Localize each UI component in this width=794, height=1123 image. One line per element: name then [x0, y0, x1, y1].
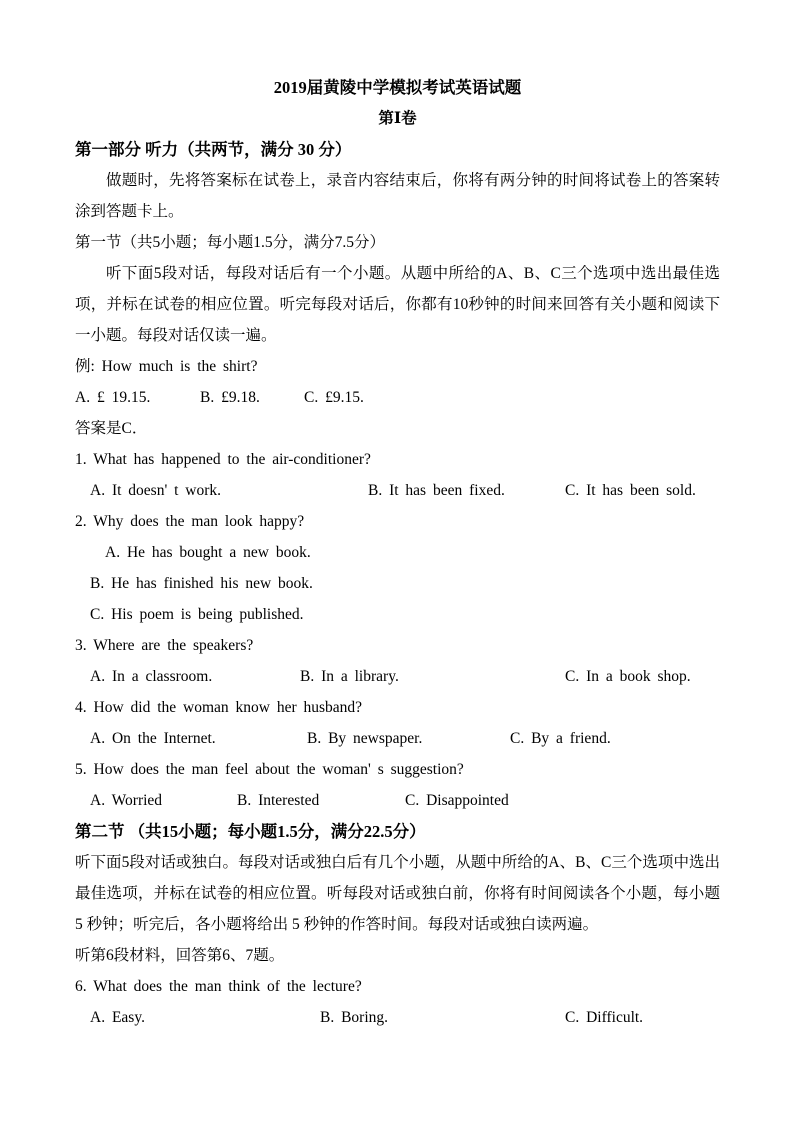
option-a: A. It doesn' t work.	[90, 482, 222, 499]
question-5-options	[75, 785, 720, 816]
section1-instructions: 听下面5段对话，每段对话后有一个小题。从题中所给的A、B、C三个选项中选出最佳选项，并标在试卷的相应位置。听完每段对话后，你都有10秒钟的时间来回答有关小题和阅读下一小题。每段对话仅读一遍。	[75, 265, 720, 344]
option-c: C. Difficult.	[565, 1009, 644, 1026]
question-2-text: 2. Why does the man look happy?	[75, 513, 305, 530]
section2-heading: 第二节 （共15小题；每小题1.5分，满分22.5分）	[75, 822, 426, 841]
option-a: A. Easy.	[90, 1009, 145, 1026]
option-b: B. By newspaper.	[307, 730, 423, 747]
example-answer: 答案是C．	[75, 420, 148, 437]
option-c: C. In a book shop.	[565, 668, 691, 685]
option-c: C. It has been sold.	[565, 482, 696, 499]
part1-note: 做题时，先将答案标在试卷上，录音内容结束后，你将有两分钟的时间将试卷上的答案转涂到答题卡上。	[75, 172, 720, 220]
option-c: C. By a friend.	[510, 730, 611, 747]
option-a: A. £ 19.15.	[75, 389, 151, 406]
question-4-options	[75, 723, 720, 754]
question-2-option-b: B. He has finished his new book.	[90, 575, 313, 592]
question-4-text: 4. How did the woman know her husband?	[75, 699, 363, 716]
option-b: B. £9.18.	[200, 389, 260, 406]
option-a: A. Worried	[90, 792, 163, 809]
section2-material-note: 听第6段材料，回答第6、7题。	[75, 947, 285, 964]
question-6-text: 6. What does the man think of the lecture?	[75, 978, 362, 995]
section2-instructions: 听下面5段对话或独白。每段对话或独白后有几个小题，从题中所给的A、B、C三个选项中选出最佳选项，并标在试卷的相应位置。听每段对话或独白前，你将有时间阅读各个小题，每小题 5 秒钟；听完后，各小题将给出 5 秒钟的作答时间。每段对话或独白读两遍。	[75, 854, 720, 933]
question-6-options	[75, 1002, 720, 1033]
question-5-text: 5. How does the man feel about the woman' s suggestion?	[75, 761, 464, 778]
option-b: B. It has been fixed.	[368, 482, 505, 499]
volume-label: 第Ⅰ卷	[378, 110, 417, 127]
option-c: C. £9.15.	[304, 389, 364, 406]
option-b: B. Boring.	[320, 1009, 389, 1026]
option-c: C. Disappointed	[405, 792, 509, 809]
section1-heading: 第一节（共5小题；每小题1.5分，满分7.5分）	[75, 234, 386, 251]
part1-heading: 第一部分 听力（共两节，满分 30 分）	[75, 140, 352, 159]
question-2-option-a: A. He has bought a new book.	[105, 544, 311, 561]
question-3-text: 3. Where are the speakers?	[75, 637, 254, 654]
option-a: A. On the Internet.	[90, 730, 216, 747]
option-a: A. In a classroom.	[90, 668, 213, 685]
example-question: 例: How much is the shirt?	[75, 358, 258, 375]
question-2-option-c: C. His poem is being published.	[90, 606, 304, 623]
question-1-text: 1. What has happened to the air-conditioner?	[75, 451, 371, 468]
question-3-options	[75, 661, 720, 692]
doc-title: 2019届黄陵中学模拟考试英语试题	[273, 78, 522, 97]
example-options	[75, 382, 720, 413]
question-1-options	[75, 475, 720, 506]
option-b: B. Interested	[237, 792, 320, 809]
option-b: B. In a library.	[300, 668, 399, 685]
